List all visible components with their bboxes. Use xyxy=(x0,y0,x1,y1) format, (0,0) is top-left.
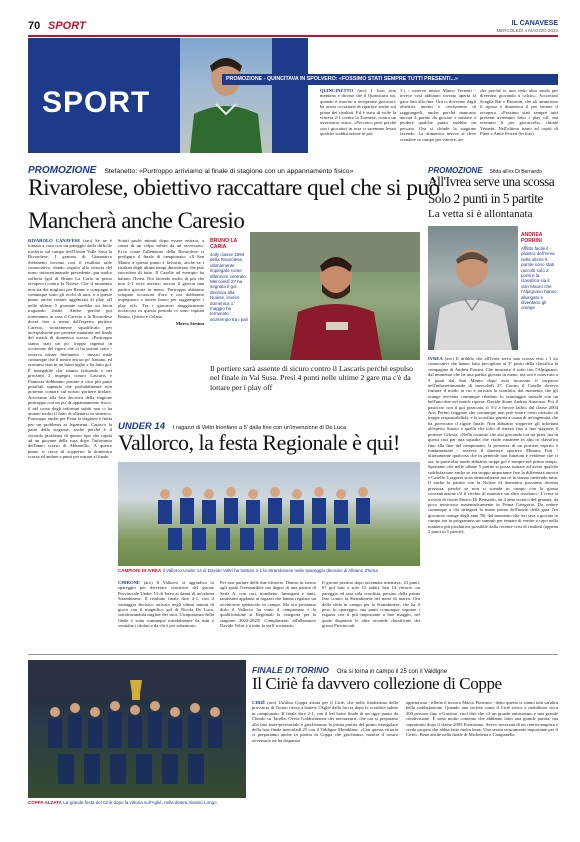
article4-kicker: Ora si torna in campo il 25 con il Valdigne xyxy=(336,669,448,675)
article1-headline: Rivarolese, obiettivo raccattare quel che si può xyxy=(28,175,440,201)
article4-headline: Il Ciriè fa davvero collezione di Coppe xyxy=(252,674,502,693)
article3-deck: La vetta si è allontanata xyxy=(428,208,533,220)
article2-section-tag: UNDER 14 xyxy=(118,421,165,432)
article1-lead: RIVAROLO CANAVESE xyxy=(28,238,81,243)
article2-team-photo xyxy=(118,462,420,566)
section-label: SPORT xyxy=(48,20,86,32)
article2-photo-caption xyxy=(118,568,420,576)
article4-photo-caption xyxy=(28,800,246,808)
banner-col1-text: (aro) I fiori non mentono e dicono che il Quincitava sta, quando è riuscito a recuperare giocatori, ha avuto occasione di ripartire anche sul piano dei risultati. Ed è stato di volte la vittoria 2-1 contro la Torinese, contro un avversario ostico. «Peccato» però perché con i giocatori in rosa ci saremmo levati qualche soddisfazione in più. xyxy=(320,88,396,137)
article4-lead: CIRIÈ xyxy=(252,700,266,705)
article1-kicker: Stefanetto: «Purtroppo arriviamo al finale di stagione con un appannamento fisico» xyxy=(104,168,354,175)
banner-col3: che perché io non vedo altro modo per divertirsi giocando a calcio». Accorciati Scaglia Rat e Bosonin, che ali ammirono il riposo e domenica il per tentare il recupero. «Fossimo stati sempre tutti presenti avremmo fatto i play off, ma eravamo li per giocarcela» chiude Vernetti. Nell'ultimo turno ad ospiti di Pinet e Amie Ferrari (in foto). xyxy=(480,88,558,137)
article3-col1 xyxy=(428,356,558,648)
article1-col1-text: (aro) Se ne è tornata a casa con un pareggio dalla difficile trasferta sul campo dell'Union Valle Susa la Rivarolese. I granata di Gianmarco Stefanetto trovano così il risultato utile consecutivo, dando seguito alla vittoria del turno infrasettimanale precedente, pur molto sofferta (gol di Bruno La Caria in pieno recupero) contro la Noiese. Che il momento non sia dei migliori per Reano e compagni è comunque sotto gli occhi di tutti, e a queste punto anche restare agganciati al play off nelle ultime 5 giornate sarebbe un buon traguardo finale. Anche perché poi torneranno in casa il Caresio e la Rivarolese dovrà fare a meno dell'esperto portiere Caresio, sicuramente squalificato per un'espulsione per proteste maturata nel finale del match di domenica scorsa. «Purtroppo siamo stati un po' troppo ingenui in occasione del rigore che ci ha portati sotto - osserva mister Stefanetto - mezzo male comunque che il nostro era un po' lontano, ed eravamo stati in un buon taglio e ha fatto gol. È innegabile che stiamo faticando e nei prossimi 2 impegni contro Lascaris e Pianezza dobbiamo portare a casa più punti possibili sapendo che probabilmente non potremo contare sul nostro portiere titolare. Arriviamo alla fase decisiva della stagione purtroppo con un po' di appannamento fisico, il nel corso degli infortuni subiti non ci ha aiutato molto il fatto di allenarsi in sintetico. Purtroppo anche per Feira la stagione è finita per un problema ai legamenti. Capisco la parte della stagione, anche perché è il secondo problema di questo tipo che capita ad un giovane della rosa dopo l'infortunio dell'anno scorso di Abbaselli». A questo punto si cerca di sopperire la domenica scorsa ed andare a punti per mirare al finale. xyxy=(28,238,112,460)
article3-section-tag: PROMOZIONE xyxy=(428,166,483,175)
article2-caption-label: CAMPIONI DI IVREA xyxy=(118,568,162,573)
masthead: IL CANAVESE xyxy=(511,20,558,27)
article4-section-tag: FINALE DI TORINO xyxy=(252,665,329,675)
article3-caption-name: ANDREA PORRINI xyxy=(521,232,543,244)
banner-kicker-bar xyxy=(222,74,558,85)
article1-subheadline: Mancherà anche Caresio xyxy=(28,208,245,233)
banner-title: SPORT xyxy=(42,86,151,119)
banner-lead: QUINCINETTO xyxy=(320,88,354,93)
banner-col2: 3-) - osserva mister Marco Vernetti - invece così abbiamo trovato aperta la gara fino alla fine. Ora ci dovremo dagli obiettivi interni e cercheremo di raggiungerli, anche perché mancano ancora 4 partite da giocare e mistare a perdere qualche punto sarebbe un peccato. Ora si chiude la stagione facendo. La domenica invece si deve scendere in campo per vincere, an- xyxy=(400,88,476,142)
article2-headline: Vallorco, la festa Regionale è qui! xyxy=(118,430,400,455)
banner-kicker: PROMOZIONE - QUINCITAVA IN SPOLVERO: «FOSSIMO STATI SEMPRE TUTTI PRESENTI...» xyxy=(226,76,458,82)
article3-photo-caption xyxy=(521,232,558,350)
article1-col1 xyxy=(28,238,112,510)
player-silhouette-icon xyxy=(180,38,272,153)
team-group-icon xyxy=(118,462,420,566)
article1-section-tag: PROMOZIONE xyxy=(28,165,97,176)
article2-col1 xyxy=(118,580,214,648)
article1-col2 xyxy=(118,238,204,400)
article4-caption-text: La grande festa del Ciriè dopo la vittoria sull'Aglié, nella destra Alessio Longo xyxy=(63,800,217,805)
article4-caption-label: COPPA ALZATA xyxy=(28,800,62,805)
article2-lead: CHIRONE xyxy=(118,580,140,585)
article3-headline: All'Ivrea serve una scossa xyxy=(428,174,555,189)
article3-coach-photo xyxy=(428,226,518,350)
article2-col1-text: (aro) Il Vallorco si aggiudica lo spareggio per decretare vincitrice del girone Provinciale Under 14 di Ivrea ai danni di un'ottima Strambinese. Il risultato finale dice 2-1, con il vantaggio decisivo arrivato negli ultimi minuti di gioco con il magnifico gol di Nicola De Luca, sottolineandola miglior dei suoi. L'importanza della finale è stata comunque mirabilmente da tutti e ventidue i titolari e da chi è poi subentrato. xyxy=(118,580,214,629)
article1-pullquote: Il portiere sarà assente di sicuro contro il Lascaris perché espulso nel finale in Val Susa. Presi 4 punti nelle ultime 2 gare ma c'è da lottare per i play off xyxy=(210,364,414,392)
article4-col1 xyxy=(252,700,398,806)
article2-kicker-row xyxy=(118,416,420,432)
article4-kicker-row xyxy=(252,660,558,675)
trophy-celebration-icon xyxy=(28,660,246,798)
article3-col1-text: (aro) Il dribblo che all'Ivrea serva una scossa visti i 3 ko consecutivi che hanno fatto precipitare al 3° posto della classifica la compagine di Andrea Porrini. Che mostrare il sotto tiro l'Alpignano, dal momento che ha una partita giocata in meno, ma ora è osservato a 5 punti dal San Mauro dopo aver incassato il sorpasso nell'infrasettimanale di mercoledì 27. Contro il Caselle dovevo fruttare il modo in cui è arrivata la sconfitta, dal momento che gli orange avevano comunque ribaltato lo svantaggio iniziale con un bell'uno-due nel match ripresa: Davide Stone Andrea Amoruso. Poi il pasticcio con il gol pizzicato, il 3-2 a favore fallito dal classe 2004 Aris Perino (siggiare che comunque non può essere certo caricato di troppe responsabilità), e la sconfitta giunta a causa di un'ingenuità che ha provocato il rigore finale. Non abbiamo sopperire gli infortuni all'eperto Sinoto e quello che tolto di mezzo fino a fine stagione il portiere Celesia. «Nella contesto che stai giocando ora tra prati, ma in questi casi per una squadra che vuole rimanere in alto in classifica fino alla fine del campionato, la presenza di un portiere esperto è fondamentale - osserva il direttore sportivo Mimmo Foti - ultimamente qualcosa che in generale non funzioni è evidente che ci sia, in particolar modo abbiamo troppi gol e sempre nel primo tempo. Speriamo che nelle ultime 5 partite si possa tornare ad avere qualche soddisfazione anche se era troppo importante fare la differenza ancora e Caselle. I ragazzi sono demoralizzati ma ce la stanno mettendo tutta. Il anche la partita con la Nolese di domenica prossima diventa preziosa, perché se non si scende in campo con la giusta concentrazione c'è il rischio di mancare un altro risultato». L'ivrea si troverà di fronte Enrico Di Bernardo, da 4 anni tecnico del granata, da poco retrocesso matematicamente in Prima Categoria. Da vedere comunque a chi stringerà la mano prima dell'inizio della gara l'ex giocatore orange degli anni '80, dal momento che ieri sera a giocate in campo era in programma un summit per tentare di venire a capo nella maniera più produttiva possibile dalla recente crisi di risultati (appena 2 punti in 5 partite). xyxy=(428,356,558,534)
article1-caption-name: BRUNO LA CARIA xyxy=(210,238,238,250)
article2-col3: Il girone persino dopo un'annata intensiva: 43 punti, 67 gol fatti e solo 15 subiti, ben 14 vittorie, un pareggio ed una sola sconfitta, persino della prima fase contro la Strambinese nel mese di marzo. Ora della sfida in campo per la Strambinese, che ha il peso lo spareggio, ma punti comunque sognare i ragazzi con il più importante a fine maggio, nel quale disputerà le altre seconde classificate dei gironi Provinciali. xyxy=(322,580,420,629)
issue-date: MERCOLEDÌ 4 MAGGIO 2022 xyxy=(496,28,558,33)
article3-kicker-row xyxy=(428,160,558,175)
article3-subheadline: Solo 2 punti in 5 partite xyxy=(428,191,543,206)
page-number: 70 xyxy=(28,20,41,32)
banner-player-photo xyxy=(180,38,272,153)
article2-col2: Per non parlare delle due tifoserie. Dentro in sterno agli spalti l'inesauribile ma degno di una partita di Serie A, con cori, trombette, fumogeni e tanti, tantissimi applausi ai ragazzi che hanno regalato un avvincente spettacolo in campo. Ma ora possiamo dirlo il Vallorco ha vinto il campionato e la qualificazione ai Regionali la categoria per la stagione 2022-2023! Complimenti all'allenatore Davide Veltri e a tutto lo staff societario. xyxy=(220,580,316,629)
banner-col1 xyxy=(320,88,396,150)
article1-player-photo xyxy=(250,232,420,360)
page-header xyxy=(28,20,558,34)
article1-col2-text: Scutti pochi minuti dopo essere entrato, a causa di un colpo subito da un avversario. Ecco come l'allenatore della Rivarolese si prefigura il finale di campionato: «Il San Mauro a questo punto è favorito, anche se i risultati degli ultimi tempi dimostrano che può succedere di tutto. Il Caselle ad esempio ha battuto l'Ivrea. Noi facendo molto di più che non 2-1 recte avremo ancora il giocon una partita giocata in meno. Purtroppo abbiamo sciupato occasioni d'oro e ora dobbiamo impegnarci a tenere basso per raggiungere i play off». Tra i giocatori maggiormente acciaccati in questo periodo ci sono capitan Reano, Querio e Celano. xyxy=(118,238,204,319)
coach-silhouette-icon xyxy=(428,226,518,350)
article4-rule xyxy=(28,654,558,655)
article1-caption-text: Jolly classe 1994 della Rivarolese, ultimamente impiegato come difensore centrale. Mercoledì 27 ha segnato il gol decisivo alla Noiese, invece domenica 1° maggio ha terminato anzitempo tra i pali xyxy=(210,252,248,322)
article4-team-photo xyxy=(28,660,246,798)
article4-col1-text: (aro) Un'altra Coppa alzata per il Ciriè, che nella finalissima della provincia di Torino riesce a battere l'Aglié dalla faccia dopo le sconfitte subite in campionato. Il finale dice 2-1, con il bel botto finale di un tigre punto da Chiodo su Tarella. Ovvia l'oddisfazione dei neroazzurri, che ora si preparano alla fase inter-provinciale e giocheranno la prima partita del primo triangolare della fase finale mercoledì 25 con il Valdigne Montblanc. «Con questa vittoria ci prepariamo anche in partita di Coppa che giochiamo, mentre il nostro avversario ne ha disputata xyxy=(252,700,398,743)
footballer-icon xyxy=(250,232,420,360)
article3-lead: IVREA xyxy=(428,356,443,361)
article1-byline: Marco Stesina xyxy=(175,321,204,327)
article3-kicker: Sfida all'ex Di Bernardo xyxy=(489,169,542,175)
header-rule xyxy=(28,35,558,37)
article3-caption-text: Afflitto facile il pilastro dell'Ivrea nella ultime 5 partite sono stati raccolti solo 2 punti e la classifica sia il San Mauro che l'Alpignano hanno allungato e diventano gli orange xyxy=(521,246,557,311)
article4-col2: appena una - riflette il tecnico Marco Pizzorno - detto questo ci siamo tolti un'altra bella soddisfazione. Quando una società come il Ciriè riesce a mobilitare circa 200 persone fino a Gassino, vuol dire che c'è un grande entusiasmo e una grande condivisione. È sono molto contento che abbiamo fatto una grande partita, ma soprattutto dopo il classe 2005 Formisano. Avevo necessità di un centrocampista e credo proprio che abbia fatto molto bene. Una serata sicuramente importante per il Ciriè». Bene anche nella finale di Micheletta e Campanella. xyxy=(406,700,558,738)
article1-kicker-row xyxy=(28,160,420,176)
sport-banner xyxy=(28,38,308,153)
article2-kicker: I ragazzi di Veltri trionfano a 5' dalla fine con un'invenzione di De Luca xyxy=(173,425,347,431)
article2-caption-text: Il Vallorco Under 14 di Davide Veltri ha battuto 2-1 la Strambinese nelle spareggio decisivo di Albiano d'Ivrea xyxy=(162,568,378,573)
